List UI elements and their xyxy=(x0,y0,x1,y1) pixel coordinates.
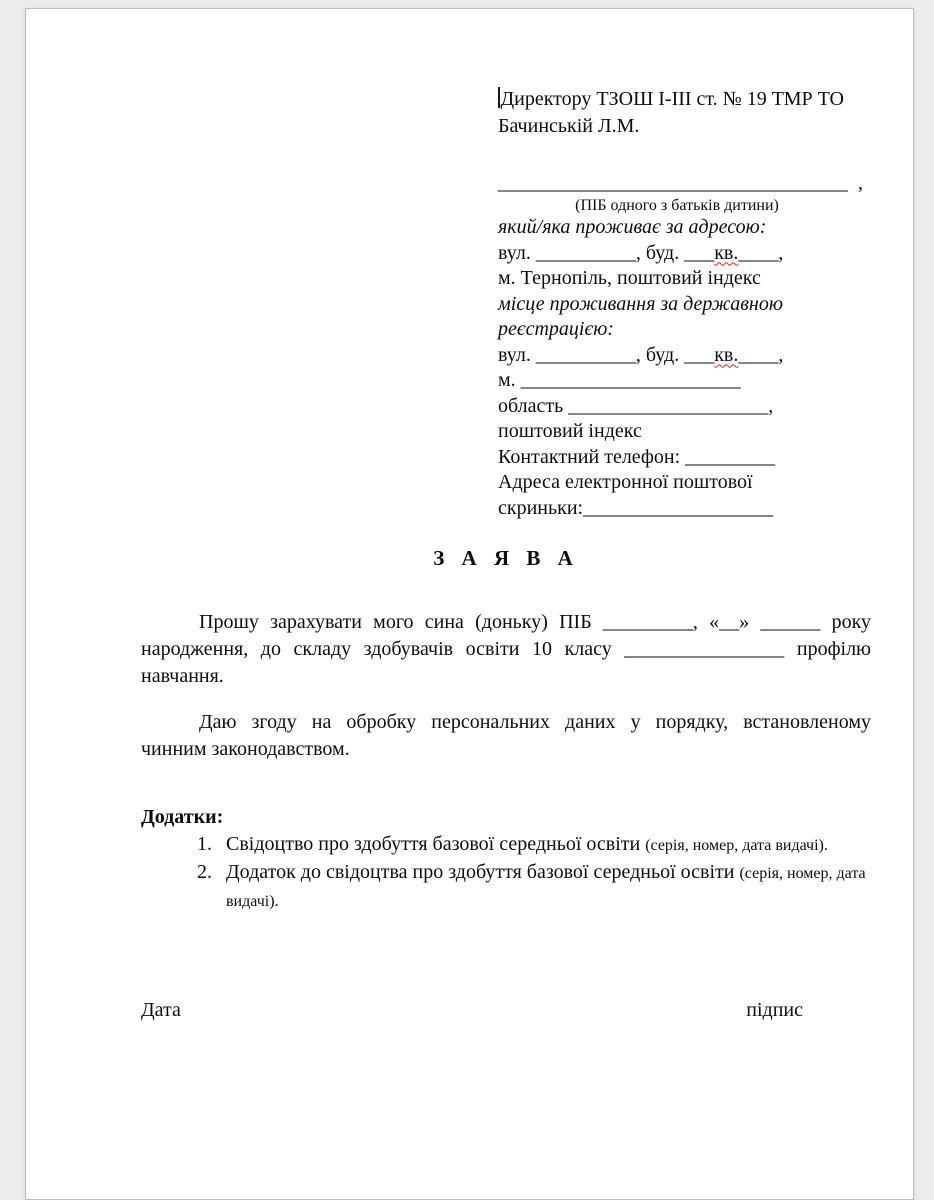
misspelled-word-kv: кв. xyxy=(714,241,739,264)
attachment-text: Свідоцтво про здобуття базової середньої освіти xyxy=(226,833,646,855)
attachment-text: Додаток до свідоцтва про здобуття базової середньої освіти xyxy=(226,861,740,883)
email-label-line: Адреса електронної поштової xyxy=(498,471,753,493)
attachment-note: (серія, номер, дата видачі). xyxy=(226,865,866,910)
recipient-block xyxy=(498,86,871,521)
attachments-heading: Додатки: xyxy=(141,806,224,828)
email-blank-line[interactable]: скриньки:___________________ xyxy=(498,496,774,519)
list-number: 2. xyxy=(197,861,212,883)
date-label[interactable]: Дата xyxy=(141,999,181,1021)
residence-city-line: м. Тернопіль, поштовий індекс xyxy=(498,267,761,289)
street-line-post: ____, xyxy=(738,343,784,366)
signature-label[interactable]: підпис xyxy=(746,999,803,1021)
postal-index-line: поштовий індекс xyxy=(498,420,642,442)
document-title: З А Я В А xyxy=(433,546,579,570)
blank-line-spacer xyxy=(498,140,871,170)
recipient-line-director-name: Бачинській Л.М. xyxy=(498,115,640,137)
consent-paragraph-line-1: Даю згоду на обробку персональних даних у порядку, встановленому xyxy=(199,711,871,733)
director-title-text: Директору ТЗОШ І-ІІІ ст. № 19 ТМР ТО xyxy=(500,88,844,110)
consent-paragraph-line-2: чинним законодавством. xyxy=(141,738,350,760)
street-line-pre: вул. __________, буд. ___ xyxy=(498,241,715,264)
text-cursor-caret xyxy=(498,87,500,108)
registration-intro-line-2: реєстрацією: xyxy=(498,318,614,340)
misspelled-word-kv: кв. xyxy=(714,343,739,366)
registration-street-line[interactable] xyxy=(498,343,871,369)
region-blank-line[interactable]: область ____________________, xyxy=(498,394,774,417)
registration-city-blank-line[interactable]: м. ______________________ xyxy=(498,369,741,391)
attachment-note: (серія, номер, дата видачі). xyxy=(645,837,828,854)
document-content xyxy=(141,86,871,1024)
residence-street-line[interactable] xyxy=(498,241,871,267)
request-paragraph-line-1[interactable]: Прошу зарахувати мого сина (доньку) ПІБ _________, «__» ______ року xyxy=(199,611,871,633)
list-number: 1. xyxy=(197,833,212,855)
consent-paragraph xyxy=(141,709,871,763)
request-paragraph xyxy=(141,609,871,690)
request-paragraph-line-3: навчання. xyxy=(141,665,224,687)
contact-phone-blank-line[interactable]: Контактний телефон: _________ xyxy=(498,445,776,468)
request-paragraph-line-2[interactable]: народження, до складу здобувачів освіти 10 класу ________________ профілю xyxy=(141,638,871,660)
street-line-pre: вул. __________, буд. ___ xyxy=(498,343,715,366)
registration-intro-line-1: місце проживання за державною xyxy=(498,292,783,315)
recipient-line-director xyxy=(498,86,871,113)
document-page[interactable] xyxy=(25,8,914,1200)
attachment-item-1 xyxy=(141,831,871,859)
attachment-item-2 xyxy=(141,859,871,915)
residence-address-intro: який/яка проживає за адресою: xyxy=(498,216,767,238)
parent-name-caption: (ПІБ одного з батьків дитини) xyxy=(575,197,779,214)
signature-row xyxy=(141,997,871,1024)
street-line-post: ____, xyxy=(738,241,784,264)
parent-name-blank-line[interactable]: ___________________________________ , xyxy=(498,172,863,194)
